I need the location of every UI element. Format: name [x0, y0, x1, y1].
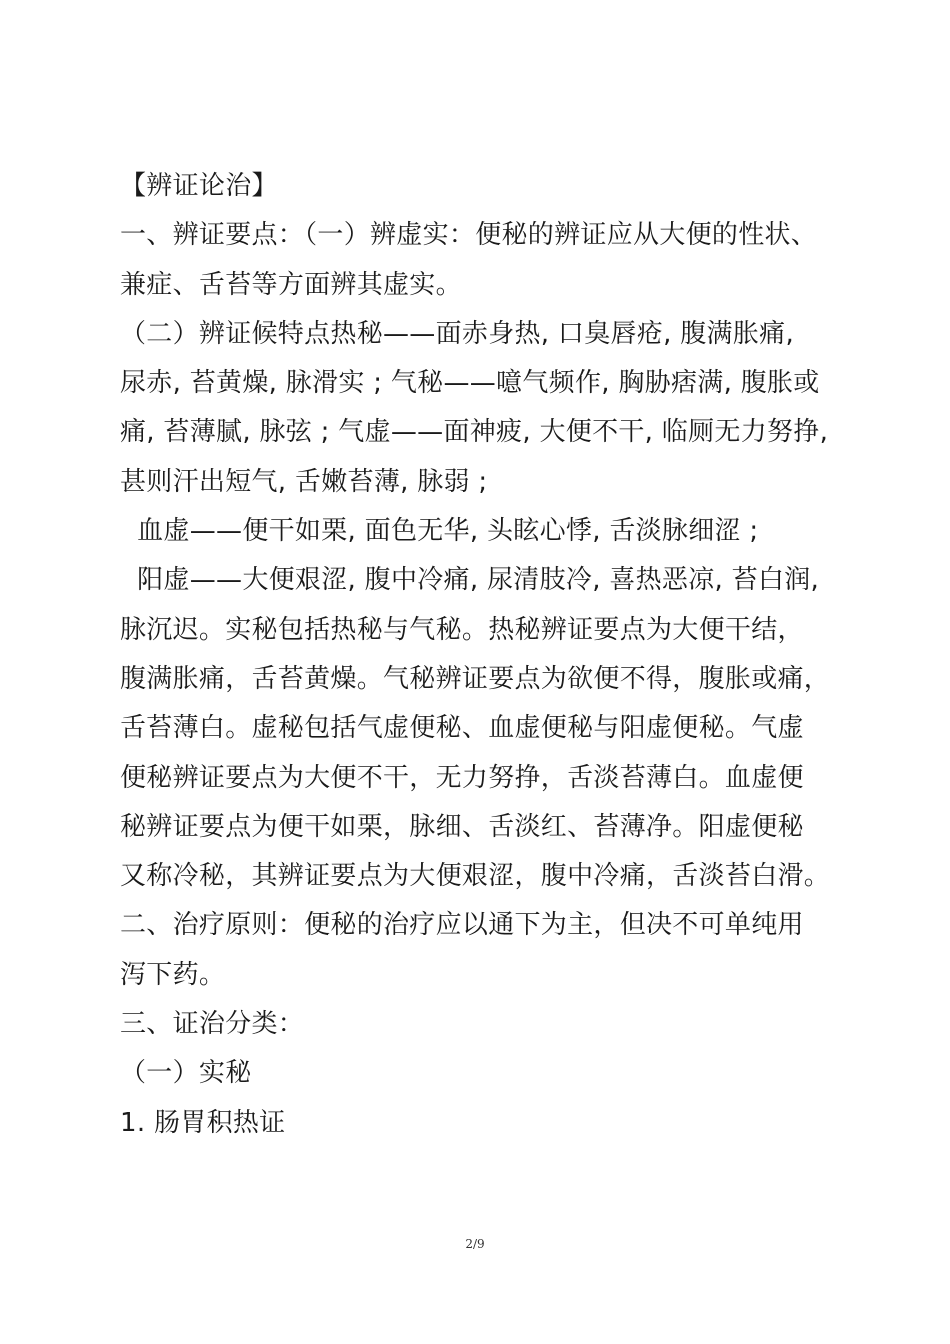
text-line: 阳虚——大便艰涩, 腹中冷痛, 尿清肢冷, 喜热恶凉, 苔白润, — [120, 565, 820, 596]
text-line: 便秘辨证要点为大便不干，无力努挣，舌淡苔薄白。血虚便 — [120, 762, 804, 793]
text-line: 三、证治分类： — [120, 1009, 305, 1040]
text-line: 腹满胀痛，舌苔黄燥。气秘辨证要点为欲便不得，腹胀或痛， — [120, 663, 831, 694]
text-line: 尿赤, 苔黄燥, 脉滑实 ; 气秘——噫气频作, 胸胁痞满, 腹胀或 — [120, 368, 820, 399]
text-line: 血虚——便干如栗, 面色无华, 头眩心悸, 舌淡脉细涩 ; — [120, 516, 759, 547]
text-line: （一）实秘 — [120, 1058, 252, 1089]
text-line: 舌苔薄白。虚秘包括气虚便秘、血虚便秘与阳虚便秘。气虚 — [120, 713, 804, 744]
text-line: 秘辨证要点为便干如栗，脉细、舌淡红、苔薄净。阳虚便秘 — [120, 811, 804, 842]
text-line: 一、辨证要点：（一）辨虚实：便秘的辨证应从大便的性状、 — [120, 220, 818, 251]
text-line: 二、治疗原则：便秘的治疗应以通下为主，但决不可单纯用 — [120, 910, 804, 941]
text-line: （二）辨证候特点热秘——面赤身热, 口臭唇疮, 腹满胀痛, — [120, 318, 795, 349]
text-line: 痛, 苔薄腻, 脉弦 ; 气虚——面神疲, 大便不干, 临厕无力努挣, — [120, 417, 829, 448]
document-body — [120, 162, 860, 1148]
page-number: 2/9 — [465, 1237, 485, 1251]
text-line: 兼症、舌苔等方面辨其虚实。 — [120, 269, 462, 300]
text-line: 甚则汗出短气, 舌嫩苔薄, 脉弱 ; — [120, 466, 488, 497]
section-heading: 【辨证论治】 — [120, 171, 278, 201]
text-line: 脉沉迟。实秘包括热秘与气秘。热秘辨证要点为大便干结， — [120, 614, 804, 645]
text-line: 泻下药。 — [120, 959, 226, 990]
text-line: 又称冷秘，其辨证要点为大便艰涩，腹中冷痛，舌淡苔白滑。 — [120, 861, 831, 892]
text-line: 1. 肠胃积热证 — [120, 1107, 286, 1138]
